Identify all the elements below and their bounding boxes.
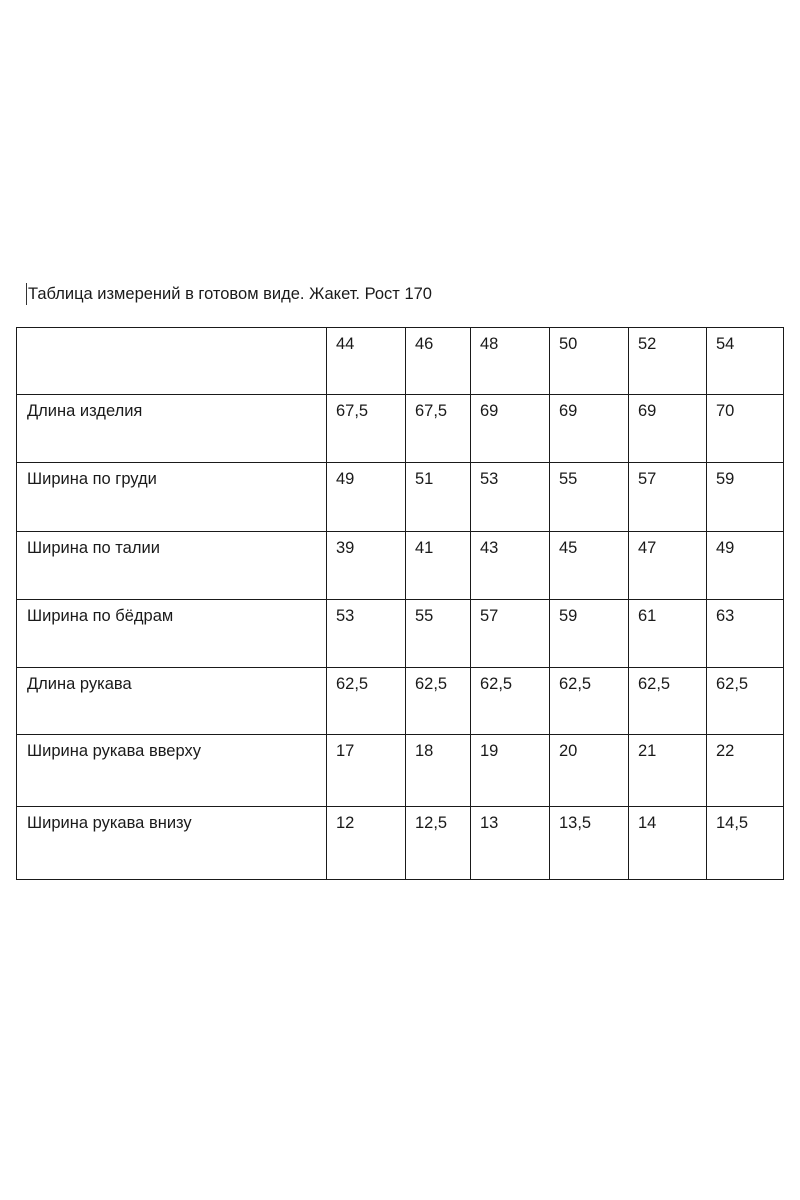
table-row (17, 395, 784, 463)
value-cell: 17 (327, 735, 406, 807)
table-row (17, 807, 784, 880)
value-cell: 57 (471, 600, 550, 668)
value-cell: 13,5 (550, 807, 629, 880)
value-cell: 49 (707, 532, 784, 600)
value-cell: 62,5 (629, 668, 707, 735)
row-label: Ширина по талии (17, 532, 327, 600)
value-cell: 70 (707, 395, 784, 463)
size-header-cell: 46 (406, 328, 471, 395)
size-header-cell: 44 (327, 328, 406, 395)
value-cell: 13 (471, 807, 550, 880)
value-cell: 18 (406, 735, 471, 807)
value-cell: 69 (471, 395, 550, 463)
size-header-cell: 48 (471, 328, 550, 395)
row-label: Ширина рукава вверху (17, 735, 327, 807)
header-row (17, 328, 784, 395)
value-cell: 59 (550, 600, 629, 668)
value-cell: 12,5 (406, 807, 471, 880)
value-cell: 62,5 (550, 668, 629, 735)
value-cell: 69 (550, 395, 629, 463)
table-row (17, 532, 784, 600)
value-cell: 19 (471, 735, 550, 807)
caption-line (26, 282, 432, 306)
row-label: Длина рукава (17, 668, 327, 735)
value-cell: 62,5 (471, 668, 550, 735)
size-header-cell: 52 (629, 328, 707, 395)
table-row (17, 463, 784, 532)
value-cell: 55 (550, 463, 629, 532)
table-caption: Таблица измерений в готовом виде. Жакет. Рост 170 (28, 285, 432, 303)
value-cell: 69 (629, 395, 707, 463)
value-cell: 53 (471, 463, 550, 532)
value-cell: 61 (629, 600, 707, 668)
table-row (17, 735, 784, 807)
value-cell: 57 (629, 463, 707, 532)
text-cursor (26, 283, 27, 305)
value-cell: 14,5 (707, 807, 784, 880)
value-cell: 49 (327, 463, 406, 532)
row-label: Ширина по бёдрам (17, 600, 327, 668)
size-header-cell: 54 (707, 328, 784, 395)
value-cell: 63 (707, 600, 784, 668)
row-label: Ширина рукава внизу (17, 807, 327, 880)
value-cell: 22 (707, 735, 784, 807)
value-cell: 47 (629, 532, 707, 600)
value-cell: 67,5 (406, 395, 471, 463)
value-cell: 12 (327, 807, 406, 880)
row-label: Длина изделия (17, 395, 327, 463)
value-cell: 62,5 (406, 668, 471, 735)
table-row (17, 668, 784, 735)
value-cell: 43 (471, 532, 550, 600)
value-cell: 20 (550, 735, 629, 807)
row-label: Ширина по груди (17, 463, 327, 532)
value-cell: 14 (629, 807, 707, 880)
value-cell: 51 (406, 463, 471, 532)
measurements-table (16, 327, 784, 880)
value-cell: 21 (629, 735, 707, 807)
value-cell: 62,5 (327, 668, 406, 735)
value-cell: 59 (707, 463, 784, 532)
value-cell: 62,5 (707, 668, 784, 735)
value-cell: 41 (406, 532, 471, 600)
value-cell: 67,5 (327, 395, 406, 463)
header-corner-cell (17, 328, 327, 395)
value-cell: 55 (406, 600, 471, 668)
value-cell: 45 (550, 532, 629, 600)
size-header-cell: 50 (550, 328, 629, 395)
table-row (17, 600, 784, 668)
value-cell: 39 (327, 532, 406, 600)
value-cell: 53 (327, 600, 406, 668)
